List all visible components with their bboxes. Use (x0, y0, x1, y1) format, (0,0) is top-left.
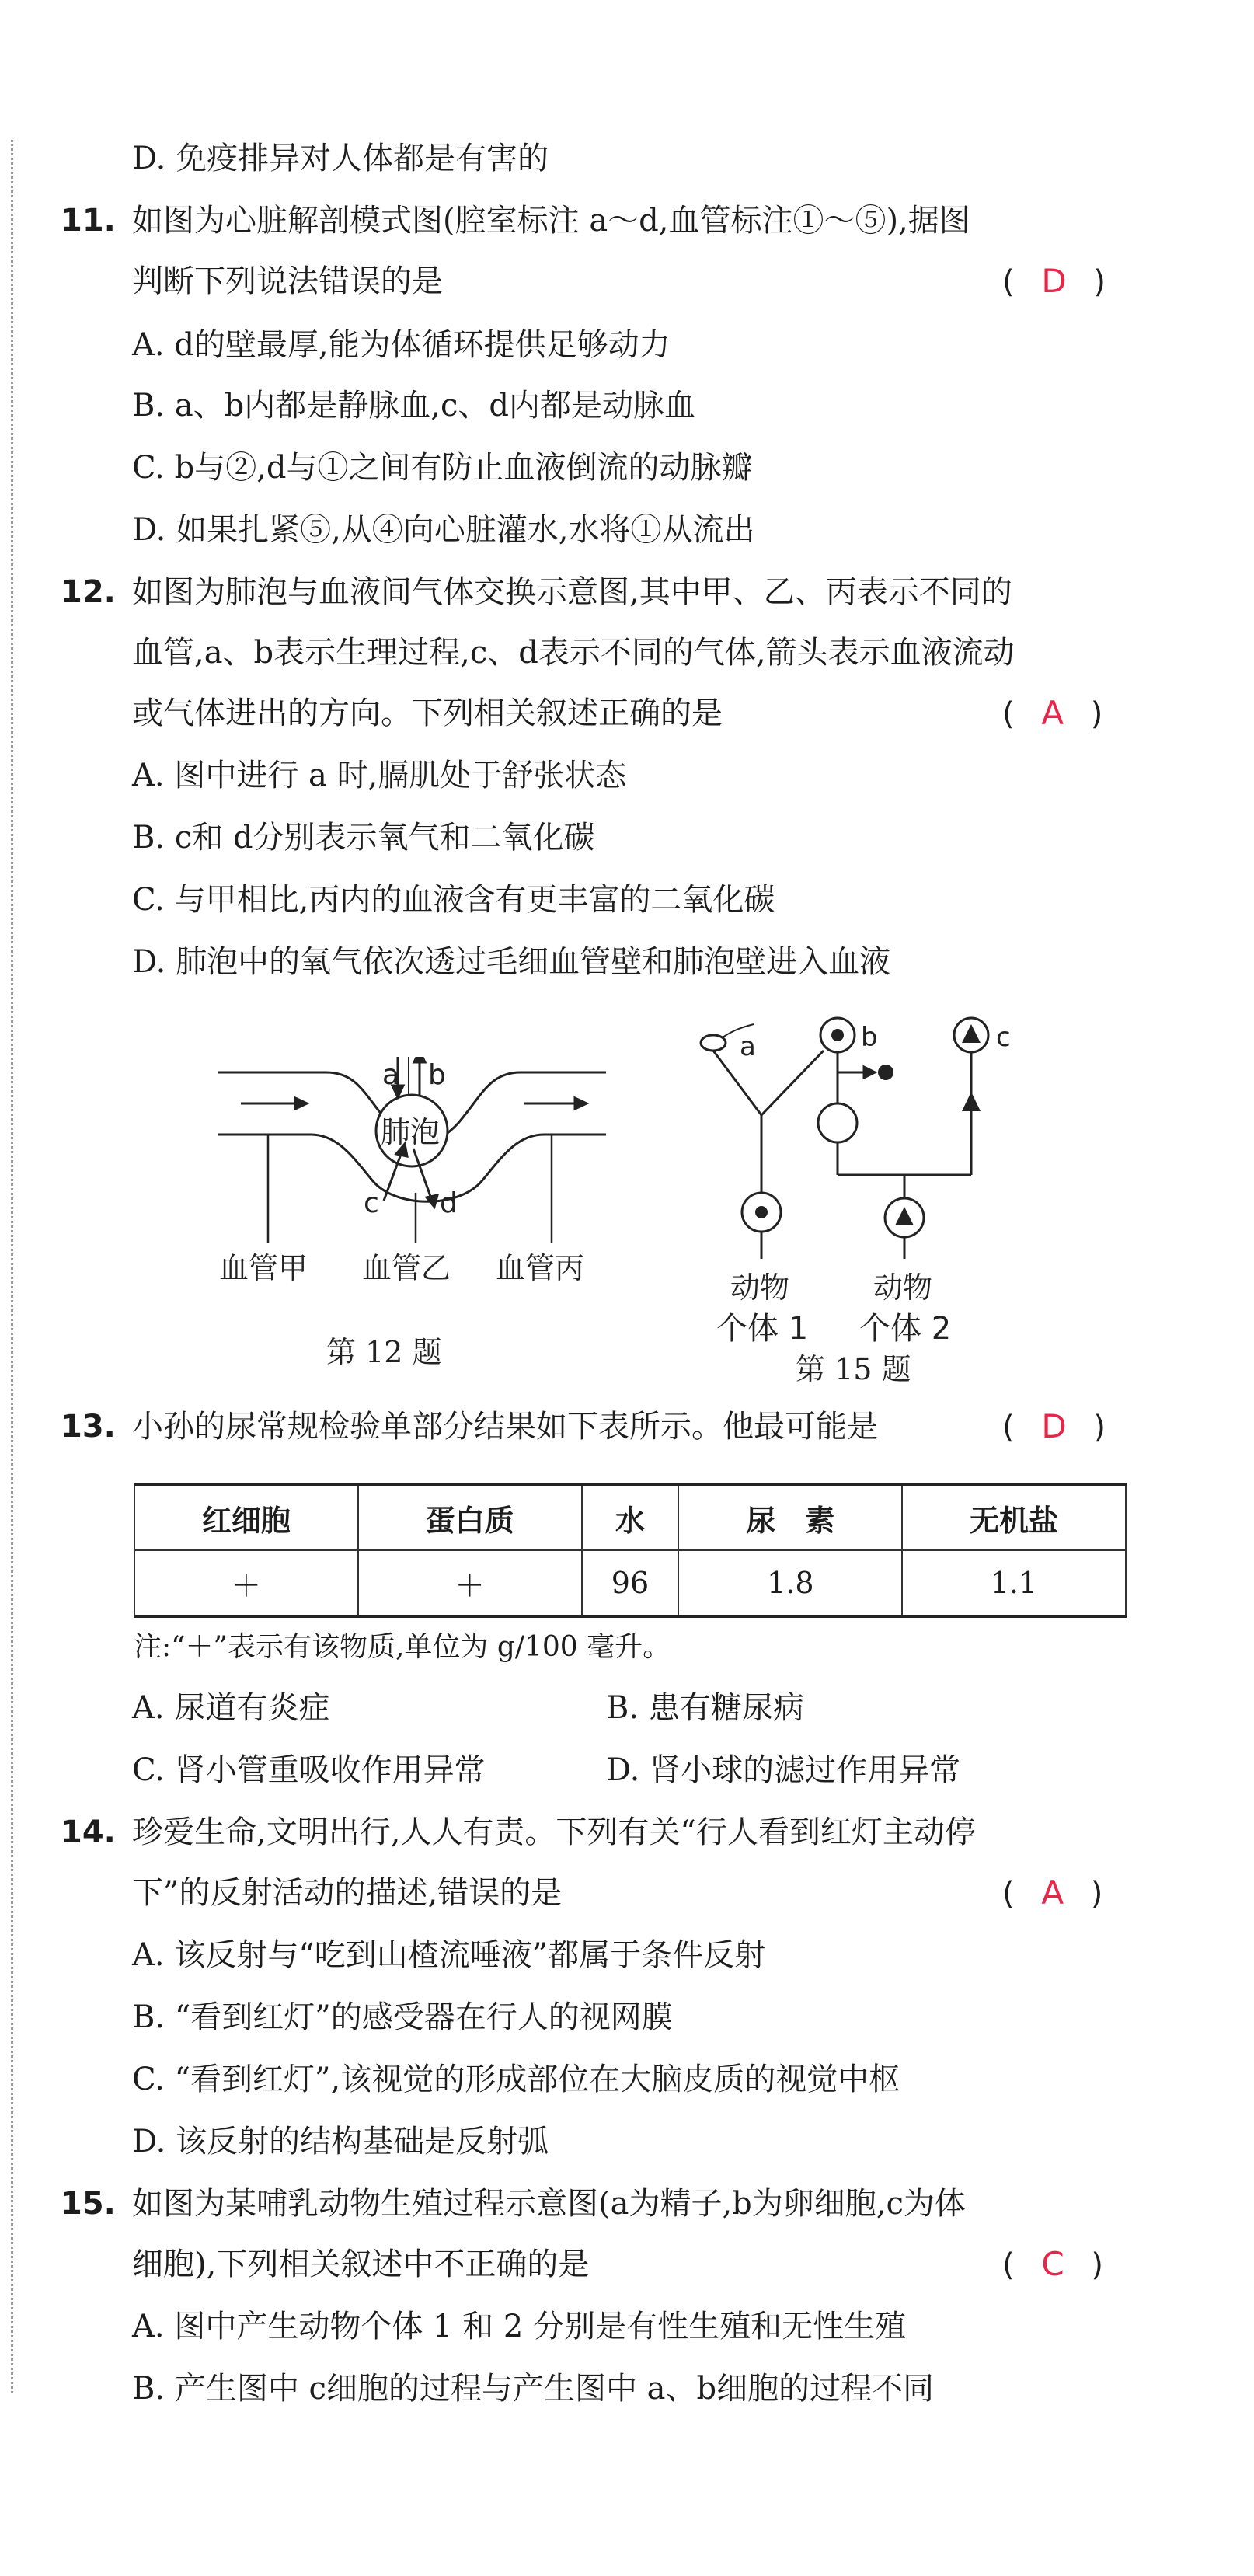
q10-option-d: D. 免疫排异对人体都是有害的 (132, 141, 549, 176)
q12-option-d: D. 肺泡中的氧气依次透过毛细血管壁和肺泡壁进入血液 (132, 944, 891, 980)
vessel-jia-label: 血管甲 (219, 1251, 308, 1285)
enucleated-egg (818, 1103, 857, 1142)
zygote-nucleus (755, 1206, 768, 1218)
q14-option-d: D. 该反射的结构基础是反射弧 (132, 2124, 549, 2159)
svg-text:d: d (440, 1187, 458, 1219)
q14-stem-line1: 珍爱生命,文明出行,人人有责。下列有关“行人看到红灯主动停 (132, 1814, 976, 1850)
q12-option-c: C. 与甲相比,丙内的血液含有更丰富的二氧化碳 (132, 882, 775, 918)
sperm-head (701, 1035, 726, 1051)
q12-stem-line2: 血管,a、b表示生理过程,c、d表示不同的气体,箭头表示血液流动 (132, 635, 1015, 671)
table-cell: ＋ (134, 1550, 358, 1616)
svg-text:c: c (364, 1187, 379, 1219)
arrow-b (414, 1057, 425, 1096)
binding-margin-line (11, 140, 13, 2393)
table-cell: 96 (582, 1550, 679, 1616)
q14-number: 14. (61, 1814, 116, 1850)
flow-arrow-left (241, 1098, 307, 1109)
table-header: 无机盐 (902, 1484, 1126, 1550)
nucleus-transfer-triangle (962, 1092, 981, 1111)
q13-option-a: A. 尿道有炎症 (132, 1690, 330, 1726)
vessel-bing-label: 血管丙 (496, 1251, 585, 1285)
svg-text:c: c (996, 1022, 1011, 1053)
figure-15-diagram (668, 995, 1103, 1321)
q11-stem-line1: 如图为心脏解剖模式图(腔室标注 a～d,血管标注①～⑤),据图 (132, 203, 970, 239)
q14-option-b: B. “看到红灯”的感受器在行人的视网膜 (132, 1999, 673, 2035)
individual2-line2: 个体 2 (859, 1311, 952, 1347)
q11-option-b: B. a、b内都是静脉血,c、d内都是动脉血 (132, 388, 695, 424)
figure-15-caption: 第 15 题 (796, 1352, 911, 1386)
q12-stem-line3: 或气体进出的方向。下列相关叙述正确的是 (132, 695, 723, 731)
q11-option-c: C. b与②,d与①之间有防止血液倒流的动脉瓣 (132, 450, 753, 486)
q13-option-c: C. 肾小管重吸收作用异常 (132, 1752, 486, 1788)
q13-stem: 小孙的尿常规检验单部分结果如下表所示。他最可能是 (132, 1409, 878, 1445)
vessel-yi-label: 血管乙 (362, 1251, 451, 1285)
individual2-line1: 动物 (873, 1271, 933, 1305)
table-header: 水 (582, 1484, 679, 1550)
q11-answer: ( D ) (1002, 262, 1106, 300)
q13-option-b: B. 患有糖尿病 (606, 1690, 804, 1726)
q13-option-d: D. 肾小球的滤过作用异常 (606, 1752, 961, 1788)
q15-answer: ( C ) (1002, 2245, 1103, 2283)
q12-option-b: B. c和 d分别表示氧气和二氧化碳 (132, 820, 595, 856)
q13-answer: ( D ) (1002, 1407, 1106, 1445)
removed-nucleus (878, 1065, 893, 1080)
q15-option-b: B. 产生图中 c细胞的过程与产生图中 a、b细胞的过程不同 (132, 2371, 935, 2407)
svg-text:a: a (382, 1059, 400, 1091)
table-cell: 1.8 (678, 1550, 902, 1616)
q14-option-a: A. 该反射与“吃到山楂流唾液”都属于条件反射 (132, 1937, 766, 1973)
q12-stem-line1: 如图为肺泡与血液间气体交换示意图,其中甲、乙、丙表示不同的 (132, 574, 1012, 610)
q15-option-a: A. 图中产生动物个体 1 和 2 分别是有性生殖和无性生殖 (132, 2309, 907, 2344)
table-header: 尿 素 (678, 1484, 902, 1550)
q14-answer: ( A ) (1002, 1874, 1103, 1912)
svg-text:b: b (428, 1059, 446, 1091)
q15-stem-line1: 如图为某哺乳动物生殖过程示意图(a为精子,b为卵细胞,c为体 (132, 2186, 966, 2222)
egg-nucleus (831, 1029, 844, 1041)
q11-stem-line2: 判断下列说法错误的是 (132, 263, 443, 299)
q12-number: 12. (61, 574, 116, 610)
individual1-line1: 动物 (730, 1271, 790, 1305)
q11-number: 11. (61, 203, 116, 239)
figure-12-diagram (210, 1057, 614, 1313)
flow-arrow-right (524, 1098, 587, 1109)
svg-text:b: b (861, 1022, 878, 1053)
q15-number: 15. (61, 2186, 116, 2222)
figure-12-caption: 第 12 题 (326, 1335, 442, 1369)
table-header: 蛋白质 (358, 1484, 582, 1550)
nucleus-removal-arrow (838, 1067, 875, 1078)
individual1-line2: 个体 1 (716, 1311, 809, 1347)
q14-option-c: C. “看到红灯”,该视觉的形成部位在大脑皮质的视觉中枢 (132, 2062, 900, 2097)
q13-table-note: 注:“＋”表示有该物质,单位为 g/100 毫升。 (134, 1631, 671, 1663)
q14-stem-line2: 下”的反射活动的描述,错误的是 (132, 1875, 563, 1911)
urine-test-table (134, 1483, 1127, 1618)
table-cell: ＋ (358, 1550, 582, 1616)
q12-option-a: A. 图中进行 a 时,膈肌处于舒张状态 (132, 758, 627, 793)
q12-answer: ( A ) (1002, 694, 1103, 732)
q11-option-d: D. 如果扎紧⑤,从④向心脏灌水,水将①从流出 (132, 512, 755, 548)
q11-option-a: A. d的壁最厚,能为体循环提供足够动力 (132, 327, 671, 363)
q13-number: 13. (61, 1409, 116, 1445)
svg-text:a: a (740, 1031, 756, 1062)
table-cell: 1.1 (902, 1550, 1126, 1616)
table-header: 红细胞 (134, 1484, 358, 1550)
svg-text:肺泡: 肺泡 (381, 1115, 441, 1149)
q15-stem-line2: 细胞),下列相关叙述中不正确的是 (132, 2247, 590, 2282)
